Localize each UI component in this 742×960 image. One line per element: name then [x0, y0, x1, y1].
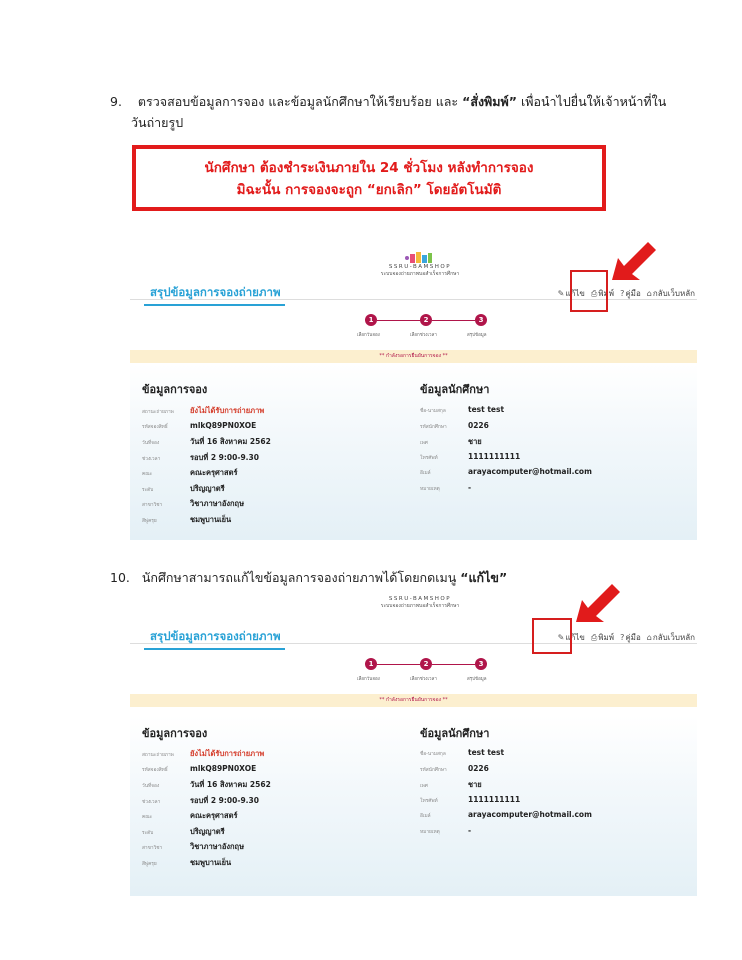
menu-edit-2[interactable]: ✎แก้ไข [557, 633, 585, 642]
info-row [142, 764, 256, 774]
info-row [142, 436, 271, 448]
info-row-value: arayacomputer@hotmail.com [468, 467, 592, 476]
info-row-key: โทรศัพท์ [420, 798, 438, 804]
info-row-key: สีพู่ครุย [142, 518, 157, 524]
step-10-number: 10. [110, 570, 130, 585]
info-row [142, 421, 256, 431]
step-1-label-2: เลือกวันจอง [357, 677, 380, 682]
info-row-key: รหัสนักศึกษา [420, 767, 447, 773]
info-row [420, 764, 489, 774]
info-row-key: ชื่อ-นามสกุล [420, 409, 446, 414]
step-3-dot-2: 3 [475, 658, 487, 670]
site-logo-2 [360, 596, 480, 610]
info-row [142, 405, 264, 417]
info-row-key: โทรศัพท์ [420, 455, 438, 461]
edit-icon: ✎ [557, 289, 565, 298]
info-row-value: คณะครุศาสตร์ [190, 811, 238, 820]
info-row-value: ชมพูบานเย็น [190, 857, 232, 867]
info-row [142, 810, 238, 822]
booking-info-heading-2: ข้อมูลการจอง [142, 727, 208, 740]
info-row-value: 0226 [468, 763, 489, 773]
info-row-value: วิชาภาษาอังกฤษ [190, 499, 245, 508]
info-row-key: คณะ [142, 472, 153, 477]
student-info-heading: ข้อมูลนักศึกษา [420, 383, 490, 396]
info-row-key: ระดับ [142, 830, 154, 836]
info-row [142, 857, 231, 869]
step-2-dot-2: 2 [420, 658, 432, 670]
warning-line-2: มิฉะนั้น การจองจะถูก “ยกเลิก” โดยอัตโนมัติ [236, 182, 502, 198]
info-row [420, 795, 520, 805]
info-row-key: ช่วงเวลา [142, 799, 161, 805]
warning-line-1: นักศึกษา ต้องชำระเงินภายใน 24 ชั่วโมง หลังทำการจอง [204, 160, 534, 176]
step-9-bold: “สั่งพิมพ์” [462, 94, 517, 109]
booking-info [142, 380, 402, 398]
step-2-dot: 2 [420, 314, 432, 326]
menu-manual[interactable]: ?คู่มือ [620, 289, 641, 298]
info-row [142, 498, 244, 510]
info-row [142, 514, 231, 526]
step-10-instruction: นักศึกษาสามารถแก้ไขข้อมูลการจองถ่ายภาพได้โดยกดเมนู [141, 570, 461, 585]
info-row-key: วันที่จอง [142, 441, 160, 446]
menu-home-2[interactable]: ⌂กลับเว็บหลัก [646, 633, 695, 642]
page-title-2: สรุปข้อมูลการจองถ่ายภาพ [144, 628, 285, 650]
info-row [420, 421, 489, 431]
info-row [420, 748, 504, 758]
red-arrow-icon [610, 240, 658, 282]
info-row-key: สาขาวิชา [142, 503, 163, 508]
info-row-value: 1111111111 [468, 451, 521, 461]
info-row [420, 810, 592, 820]
print-highlight-box [570, 270, 608, 312]
info-row [420, 436, 482, 448]
booking-summary-screenshot-2 [130, 596, 697, 896]
status-banner-2: ** กำลังรอการยืนยันการจอง ** [130, 694, 697, 707]
info-row-key: ช่วงเวลา [142, 456, 161, 462]
step-1-dot: 1 [365, 314, 377, 326]
step-1-dot-2: 1 [365, 658, 377, 670]
booking-summary-screenshot-1 [130, 244, 697, 540]
edit-icon: ✎ [557, 633, 565, 642]
info-row-value: วิชาภาษาอังกฤษ [190, 842, 245, 851]
info-row [142, 779, 271, 791]
info-row-value: 1111111111 [468, 794, 521, 804]
step-9-text [110, 92, 666, 112]
info-row-value: mlkQ89PN0XOE [190, 420, 257, 430]
info-row-key: เพศ [420, 784, 428, 789]
info-row [142, 826, 225, 838]
home-icon: ⌂ [646, 289, 652, 298]
step-9-instruction-end: เพื่อนำไปยื่นให้เจ้าหน้าที่ใน [517, 94, 667, 109]
print-icon: ⎙ [590, 633, 598, 642]
info-row-key: รหัสนักศึกษา [420, 424, 447, 430]
info-row [142, 841, 244, 853]
bamshop-logo-icon [404, 250, 436, 264]
info-row-value: 0226 [468, 420, 489, 430]
step-9-line2: วันถ่ายรูป [131, 115, 184, 130]
info-row-value: ปริญญาตรี [190, 483, 225, 493]
info-row-key: หมายเหตุ [420, 486, 440, 492]
info-row [142, 795, 259, 807]
student-info-2 [420, 724, 690, 742]
info-row-value: ชาย [468, 780, 482, 789]
info-row [420, 826, 471, 836]
progress-stepper-2 [357, 658, 487, 686]
menu-manual-2[interactable]: ?คู่มือ [620, 633, 641, 642]
top-menu-2 [558, 631, 695, 644]
info-row-value: ปริญญาตรี [190, 826, 225, 836]
site-logo [360, 250, 480, 278]
info-row-value: arayacomputer@hotmail.com [468, 810, 592, 819]
help-icon: ? [620, 289, 625, 298]
info-row-key: อีเมล์ [420, 471, 431, 476]
info-row-key: ชื่อ-นามสกุล [420, 752, 446, 757]
info-row-value: test test [468, 748, 505, 757]
step-3-dot: 3 [475, 314, 487, 326]
info-row-value: ยังไม่ได้รับการถ่ายภาพ [190, 406, 265, 415]
logo-brand-2: SSRU-BAMSHOP [388, 596, 452, 602]
info-row-value: - [468, 482, 472, 492]
menu-edit[interactable]: ✎แก้ไข [557, 289, 585, 298]
info-row-key: สถานะถ่ายภาพ [142, 753, 174, 758]
info-row-value: รอบที่ 2 9:00-9.30 [190, 795, 259, 805]
warning-box [132, 145, 606, 211]
info-row [142, 483, 225, 495]
info-row-key: วันที่จอง [142, 784, 160, 789]
logo-subtitle-2: ระบบจองถ่ายภาพบอสำเร็จการศึกษา [380, 603, 460, 609]
info-row-key: รหัสจองสิทธิ์ [142, 424, 168, 430]
info-row-key: ระดับ [142, 487, 154, 493]
info-row-key: รหัสจองสิทธิ์ [142, 767, 168, 773]
info-row [142, 467, 238, 479]
step-3-label: สรุปข้อมูล [467, 333, 487, 338]
info-row [420, 467, 592, 477]
info-row-key: สาขาวิชา [142, 846, 163, 851]
info-row-key: คณะ [142, 815, 153, 820]
student-info [420, 380, 690, 398]
info-row-value: คณะครุศาสตร์ [190, 468, 238, 477]
red-arrow-icon [574, 582, 622, 624]
progress-stepper [357, 314, 487, 342]
menu-home[interactable]: ⌂กลับเว็บหลัก [646, 289, 695, 298]
menu-print-2[interactable]: ⎙พิมพ์ [590, 633, 615, 642]
page-title: สรุปข้อมูลการจองถ่ายภาพ [144, 284, 285, 306]
info-row-value: วันที่ 16 สิงหาคม 2562 [190, 437, 271, 446]
info-row-value: ยังไม่ได้รับการถ่ายภาพ [190, 749, 265, 758]
info-row [142, 748, 264, 760]
step-3-label-2: สรุปข้อมูล [467, 677, 487, 682]
info-row-value: ชมพูบานเย็น [190, 514, 232, 524]
step-10-text [110, 568, 507, 588]
info-row-value: วันที่ 16 สิงหาคม 2562 [190, 780, 271, 789]
info-row [420, 483, 471, 493]
student-info-heading-2: ข้อมูลนักศึกษา [420, 727, 490, 740]
booking-info-2 [142, 724, 402, 742]
info-row-value: mlkQ89PN0XOE [190, 763, 257, 773]
info-row [420, 405, 504, 415]
booking-info-heading: ข้อมูลการจอง [142, 383, 208, 396]
info-row [420, 779, 482, 791]
menu-print[interactable]: ⎙พิมพ์ [590, 289, 615, 298]
info-row-key: สถานะถ่ายภาพ [142, 410, 174, 415]
logo-subtitle: ระบบจองถ่ายภาพบอสำเร็จการศึกษา [380, 271, 460, 277]
edit-highlight-box [532, 618, 572, 654]
home-icon: ⌂ [646, 633, 652, 642]
info-row-value: test test [468, 405, 505, 414]
step-10-bold: “แก้ไข” [460, 570, 508, 585]
info-row-value: - [468, 825, 472, 835]
step-9-number: 9. [110, 94, 122, 109]
info-row-value: รอบที่ 2 9:00-9.30 [190, 452, 259, 462]
info-row-key: สีพู่ครุย [142, 861, 157, 867]
print-icon: ⎙ [590, 289, 598, 298]
step-9-instruction: ตรวจสอบข้อมูลการจอง และข้อมูลนักศึกษาให้เรียบร้อย และ [137, 94, 463, 109]
step-1-label: เลือกวันจอง [357, 333, 380, 338]
status-banner: ** กำลังรอการยืนยันการจอง ** [130, 350, 697, 363]
help-icon: ? [620, 633, 625, 642]
info-row-key: อีเมล์ [420, 814, 431, 819]
step-2-label-2: เลือกช่วงเวลา [410, 677, 437, 682]
step-2-label: เลือกช่วงเวลา [410, 333, 437, 338]
info-row-value: ชาย [468, 437, 482, 446]
info-row [142, 452, 259, 464]
info-row [420, 452, 520, 462]
info-row-key: หมายเหตุ [420, 829, 440, 835]
logo-brand: SSRU-BAMSHOP [388, 264, 452, 270]
info-row-key: เพศ [420, 441, 428, 446]
